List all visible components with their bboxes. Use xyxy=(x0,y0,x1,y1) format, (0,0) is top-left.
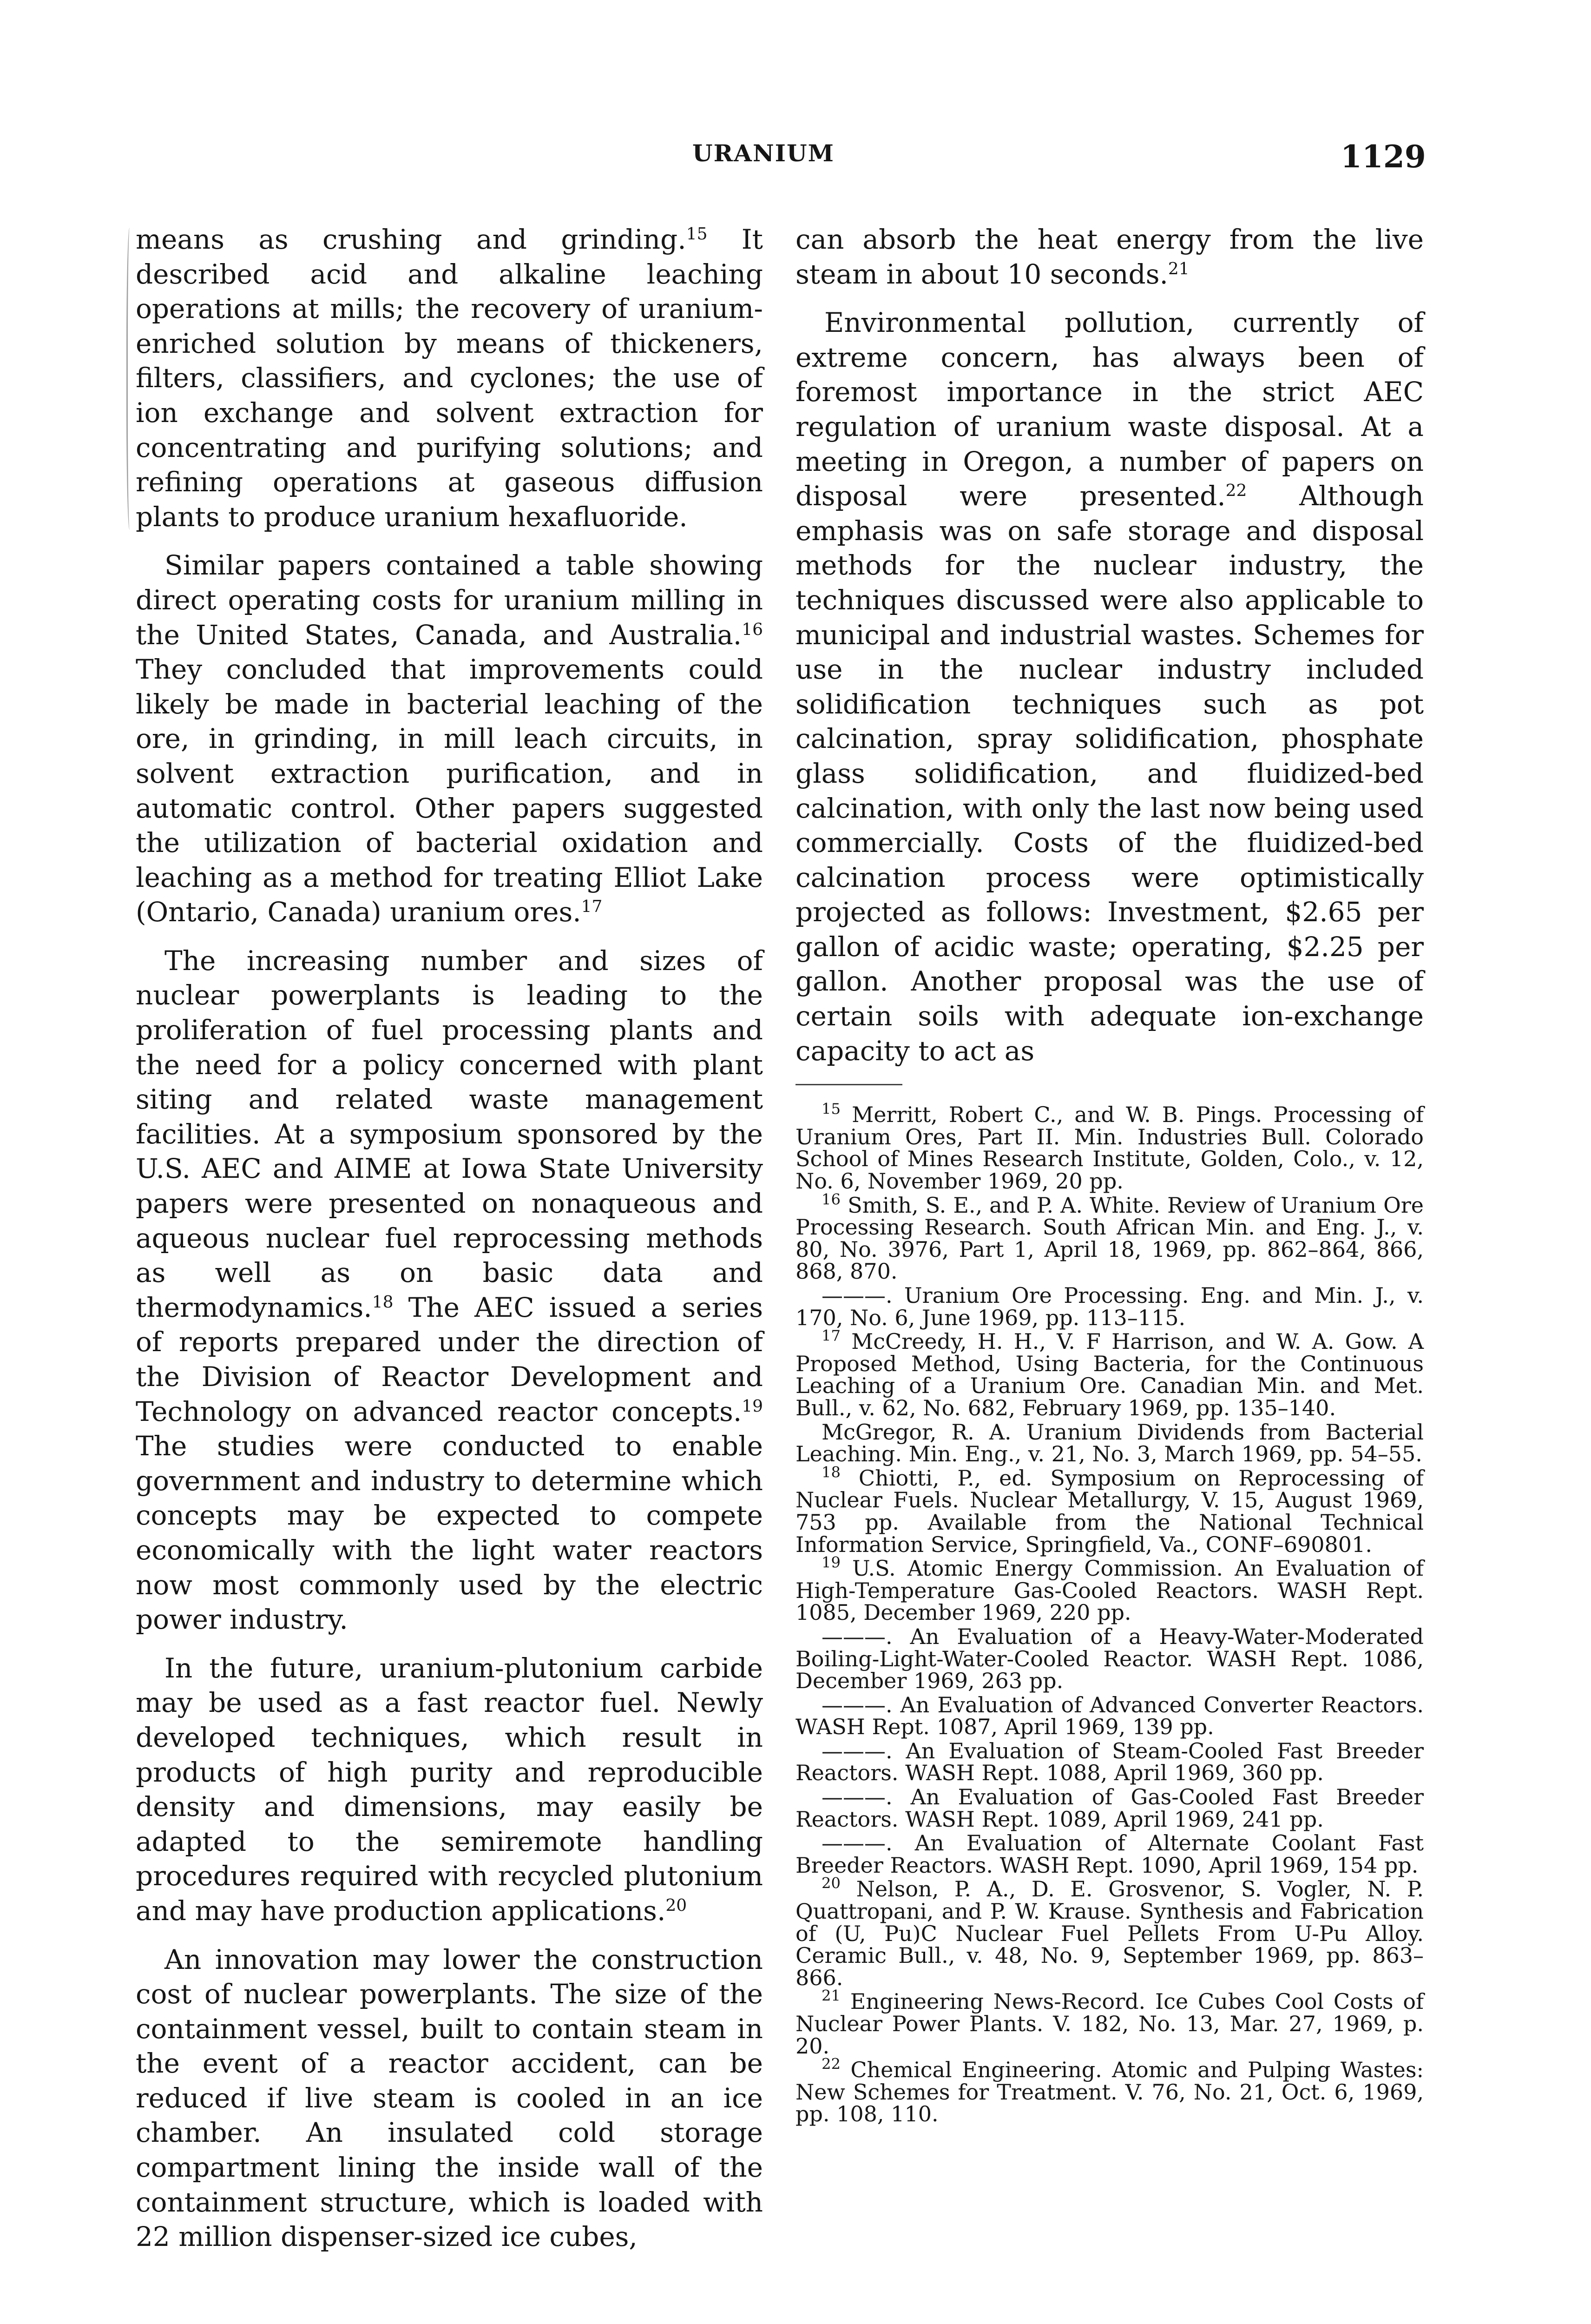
footnote: $^{20}$ Nelson, P. A., D. E. Grosvenor, S. Vogler, N. P. Quattropani, and P. W. Krause. Synthesis and Fabrication of (U, Pu)C Nuclear Fuel Pellets From U-Pu Alloy. Ceramic Bull., v. 48, No. 9, September 1969, pp. 863–866. xyxy=(796,1874,1424,1990)
footnote: ———. An Evaluation of Advanced Converter Reactors. WASH Rept. 1087, April 1969, 139 pp. xyxy=(796,1692,1424,1740)
paragraph: can absorb the heat energy from the live steam in about 10 seconds.$^{21}$ xyxy=(796,224,1424,290)
right-column xyxy=(796,222,1424,2127)
footnote: ———. An Evaluation of Steam-Cooled Fast Breeder Reactors. WASH Rept. 1088, April 1969, 360 pp. xyxy=(796,1738,1424,1786)
footnote: $^{16}$ Smith, S. E., and P. A. White. Review of Uranium Ore Processing Research. South African Min. and Eng. J., v. 80, No. 3976, Part 1, April 18, 1969, pp. 862–864, 866, 868, 870. xyxy=(796,1190,1424,1284)
footnote-ref: 17 xyxy=(581,897,603,917)
footnote-ref: 22 xyxy=(1225,481,1247,501)
footnote: $^{22}$ Chemical Engineering. Atomic and Pulping Wastes: New Schemes for Treatment. V. 76, No. 21, Oct. 6, 1969, pp. 108, 110. xyxy=(796,2055,1424,2127)
footnote: McGregor, R. A. Uranium Dividends from Bacterial Leaching. Min. Eng., v. 21, No. 3, March 1969, pp. 54–55. xyxy=(796,1419,1424,1467)
footnote: ———. An Evaluation of Alternate Coolant Fast Breeder Reactors. WASH Rept. 1090, April 1969, 154 pp. xyxy=(796,1830,1424,1878)
paragraph: An innovation may lower the construction cost of nuclear powerplants. The size of the containment vessel, built to contain steam in the event of a reactor accident, can be reduced if live steam is cooled in an ice chamber. An insulated cold storage compartment lining the inside wall of the containment structure, which is loaded with 22 million dispenser-sized ice cubes, xyxy=(136,1943,763,2253)
left-column xyxy=(136,222,763,2268)
footnote: $^{18}$ Chiotti, P., ed. Symposium on Reprocessing of Nuclear Fuels. Nuclear Metallurgy, V. 15, August 1969, 753 pp. Available from the National Technical Information Service, Springfield, Va., CONF–690801. xyxy=(796,1463,1424,1557)
paragraph: The increasing number and sizes of nuclear powerplants is leading to the proliferation of fuel processing plants and the need for a policy concerned with plant siting and related waste management facilities. At a symposium sponsored by the U.S. AEC and AIME at Iowa State University papers were presented on nonaqueous and aqueous nuclear fuel reprocessing methods as well as on basic data and thermodynamics.$^{18}$ The AEC issued a series of reports prepared under the direction of the Division of Reactor Development and Technology on advanced reactor concepts.$^{19}$ The studies were conducted to enable government and industry to determine which concepts may be expected to compete economically with the light water reactors now most commonly used by the electric power industry. xyxy=(136,944,763,1636)
footnote: $^{19}$ U.S. Atomic Energy Commission. An Evaluation of High-Temperature Gas-Cooled Reactors. WASH Rept. 1085, December 1969, 220 pp. xyxy=(796,1553,1424,1625)
paragraph: means as crushing and grinding.$^{15}$ It described acid and alkaline leaching operations at mills; the recovery of uranium-enriched solution by means of thickeners, filters, classifiers, and cyclones; the use of ion exchange and solvent extraction for concentrating and purifying solutions; and refining operations at gaseous diffusion plants to produce uranium hexafluoride. xyxy=(136,224,763,533)
footnote-divider xyxy=(796,1084,902,1085)
footnote: ———. Uranium Ore Processing. Eng. and Min. J., v. 170, No. 6, June 1969, pp. 113–115. xyxy=(796,1283,1424,1330)
footnote-ref: 16 xyxy=(742,620,763,639)
footnote: $^{21}$ Engineering News-Record. Ice Cubes Cool Costs of Nuclear Power Plants. V. 182, No. 13, Mar. 27, 1969, p. 20. xyxy=(796,1987,1424,2059)
margin-mark xyxy=(126,228,134,530)
footnote: $^{15}$ Merritt, Robert C., and W. B. Pings. Processing of Uranium Ores, Part II. Min. Industries Bull. Colorado School of Mines Research Institute, Golden, Colo., v. 12, No. 6, November 1969, 20 pp. xyxy=(796,1100,1424,1194)
paragraph: Environmental pollution, currently of extreme concern, has always been of foremost importance in the strict AEC regulation of uranium waste disposal. At a meeting in Oregon, a number of papers on disposal were presented.$^{22}$ Although emphasis was on safe storage and disposal methods for the nuclear industry, the techniques discussed were also applicable to municipal and industrial wastes. Schemes for use in the nuclear industry included solidification techniques such as pot calcination, spray solidification, phosphate glass solidification, and fluidized-bed calcination, with only the last now being used commercially. Costs of the fluidized-bed calcination process were optimistically projected as follows: Investment, $2.65 per gallon of acidic waste; operating, $2.25 per gallon. Another proposal was the use of certain soils with adequate ion-exchange capacity to act as xyxy=(796,307,1424,1067)
footnote-ref: 21 xyxy=(1168,259,1190,278)
footnote: $^{17}$ McCreedy, H. H., V. F Harrison, and W. A. Gow. A Proposed Method, Using Bacteria, for the Continuous Leaching of a Uranium Ore. Canadian Min. and Met. Bull., v. 62, No. 682, February 1969, pp. 135–140. xyxy=(796,1327,1424,1420)
footnote-ref: 15 xyxy=(686,224,708,244)
paragraph: Similar papers contained a table showing direct operating costs for uranium milling in the United States, Canada, and Australia.$^{16}$ They concluded that improvements could likely be made in bacterial leaching of the ore, in grinding, in mill leach circuits, in solvent extraction purification, and in automatic control. Other papers suggested the utilization of bacterial oxidation and leaching as a method for treating Elliot Lake (Ontario, Canada) uranium ores.$^{17}$ xyxy=(136,549,763,928)
footnote-ref: 20 xyxy=(665,1896,687,1915)
page-number: 1129 xyxy=(1341,139,1426,175)
footnotes xyxy=(796,1100,1424,2127)
footnote-ref: 18 xyxy=(372,1293,394,1312)
footnote: ———. An Evaluation of Gas-Cooled Fast Breeder Reactors. WASH Rept. 1089, April 1969, 241 pp. xyxy=(796,1784,1424,1832)
paragraph: In the future, uranium-plutonium carbide may be used as a fast reactor fuel. Newly developed techniques, which result in products of high purity and reproducible density and dimensions, may easily be adapted to the semiremote handling procedures required with recycled plutonium and may have production applications.$^{20}$ xyxy=(136,1652,763,1927)
footnote-ref: 19 xyxy=(742,1396,763,1416)
footnote: ———. An Evaluation of a Heavy-Water-Moderated Boiling-Light-Water-Cooled Reactor. WASH Rept. 1086, December 1969, 263 pp. xyxy=(796,1624,1424,1694)
running-title: URANIUM xyxy=(692,139,835,167)
